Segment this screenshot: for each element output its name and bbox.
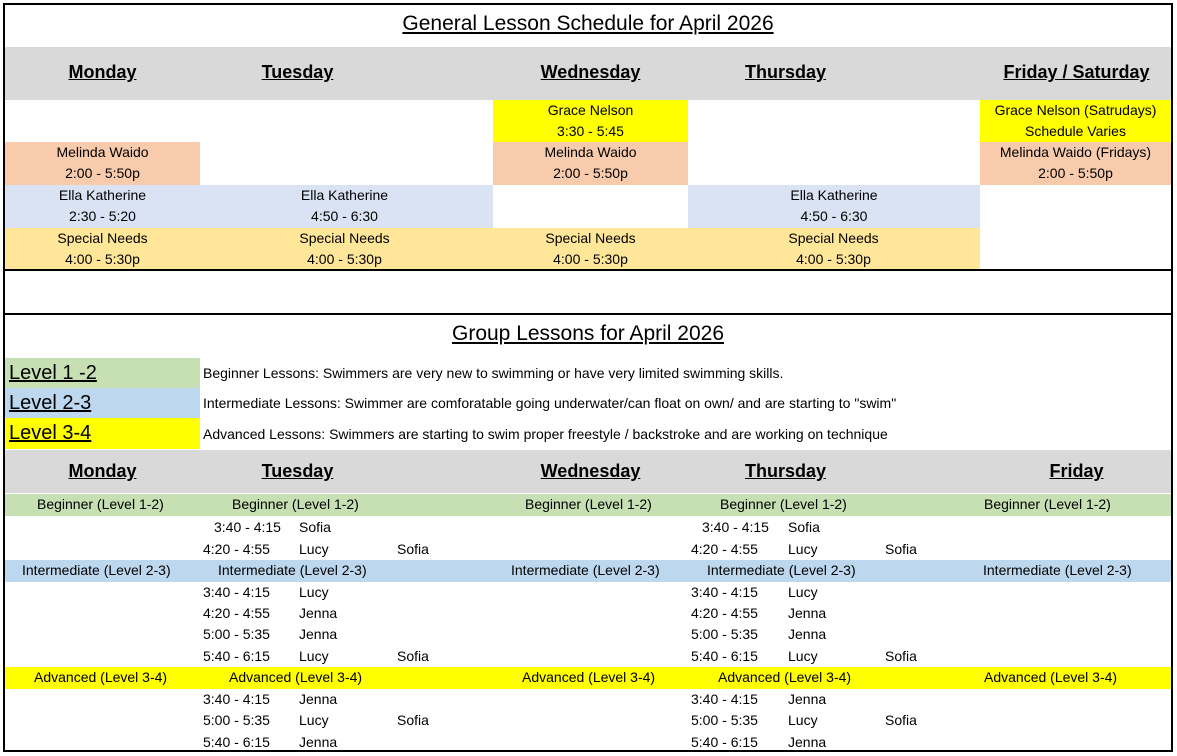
tue-int-1-time: 4:20 - 4:55 <box>203 605 270 621</box>
section-divider-2 <box>3 313 1173 315</box>
intermediate-monday: Intermediate (Level 2-3) <box>22 562 171 578</box>
advanced-friday: Advanced (Level 3-4) <box>984 669 1118 685</box>
special-wed-name: Special Needs <box>545 230 636 246</box>
thu-int-0-student: Lucy <box>788 584 818 600</box>
special-mon-time: 4:00 - 5:30p <box>65 251 140 267</box>
general-day-thursday: Thursday <box>744 62 827 82</box>
thu-adv-1-student2: Sofia <box>885 712 917 728</box>
grace-nelson-saturday <box>980 100 1171 142</box>
group-day-tuesday: Tuesday <box>261 461 334 481</box>
melinda-mon-time: 2:00 - 5:50p <box>65 165 140 181</box>
level-2-3-label: Level 2-3 <box>5 388 200 418</box>
tue-int-3-time: 5:40 - 6:15 <box>203 648 270 664</box>
tue-adv-0-time: 3:40 - 4:15 <box>203 691 270 707</box>
tue-int-3-student: Lucy <box>299 648 329 664</box>
beginner-tuesday: Beginner (Level 1-2) <box>232 496 359 512</box>
special-needs-wednesday <box>493 228 688 270</box>
tue-adv-1-time: 5:00 - 5:35 <box>203 712 270 728</box>
ella-thu-time: 4:50 - 6:30 <box>800 208 868 224</box>
level-1-2-description: Beginner Lessons: Swimmers are very new to swimming or have very limited swimming skills. <box>203 365 784 381</box>
ella-tue-name: Ella Katherine <box>300 187 389 203</box>
thu-int-2-student: Jenna <box>788 626 827 642</box>
thu-adv-1-student: Lucy <box>788 712 818 728</box>
beginner-friday: Beginner (Level 1-2) <box>984 496 1111 512</box>
thu-beg-1-student: Lucy <box>788 541 818 557</box>
intermediate-tuesday: Intermediate (Level 2-3) <box>218 562 367 578</box>
thu-adv-2-time: 5:40 - 6:15 <box>691 734 758 750</box>
tue-beg-0-time: 3:40 - 4:15 <box>214 519 281 535</box>
thu-int-3-student: Lucy <box>788 648 818 664</box>
general-schedule-title: General Lesson Schedule for April 2026 <box>402 12 774 35</box>
advanced-wednesday: Advanced (Level 3-4) <box>522 669 656 685</box>
special-wed-time: 4:00 - 5:30p <box>553 251 628 267</box>
thu-beg-1-student2: Sofia <box>885 541 917 557</box>
tue-int-1-student: Jenna <box>299 605 338 621</box>
tue-beg-1-time: 4:20 - 4:55 <box>203 541 270 557</box>
tue-adv-2-student: Jenna <box>299 734 338 750</box>
intermediate-thursday: Intermediate (Level 2-3) <box>707 562 856 578</box>
special-thu-name: Special Needs <box>788 230 879 246</box>
melinda-waido-wednesday <box>493 142 688 185</box>
thu-adv-0-time: 3:40 - 4:15 <box>691 691 758 707</box>
intermediate-friday: Intermediate (Level 2-3) <box>983 562 1132 578</box>
level-1-2-label: Level 1 -2 <box>5 358 200 388</box>
advanced-thursday: Advanced (Level 3-4) <box>718 669 852 685</box>
grace-nelson-wednesday <box>493 100 688 142</box>
general-day-friday-saturday: Friday / Saturday <box>1003 62 1150 82</box>
group-day-wednesday: Wednesday <box>540 461 641 481</box>
group-day-friday: Friday <box>1049 461 1104 481</box>
thu-int-3-student2: Sofia <box>885 648 917 664</box>
ella-katherine-monday <box>5 185 200 228</box>
thu-adv-2-student: Jenna <box>788 734 827 750</box>
group-lessons-title: Group Lessons for April 2026 <box>452 322 724 345</box>
grace-wed-name: Grace Nelson <box>547 102 634 118</box>
special-needs-thursday <box>736 228 931 270</box>
thu-int-1-time: 4:20 - 4:55 <box>691 605 758 621</box>
thu-int-2-time: 5:00 - 5:35 <box>691 626 758 642</box>
beginner-monday: Beginner (Level 1-2) <box>37 496 164 512</box>
ella-mon-name: Ella Katherine <box>58 187 147 203</box>
thu-adv-0-student: Jenna <box>788 691 827 707</box>
tue-beg-0-student: Sofia <box>299 519 331 535</box>
melinda-wed-time: 2:00 - 5:50p <box>553 165 628 181</box>
tue-beg-1-student2: Sofia <box>397 541 429 557</box>
tue-int-2-student: Jenna <box>299 626 338 642</box>
special-thu-time: 4:00 - 5:30p <box>796 251 871 267</box>
advanced-monday: Advanced (Level 3-4) <box>34 669 168 685</box>
intermediate-wednesday: Intermediate (Level 2-3) <box>511 562 660 578</box>
group-day-thursday: Thursday <box>744 461 827 481</box>
tue-adv-1-student2: Sofia <box>397 712 429 728</box>
special-mon-name: Special Needs <box>57 230 148 246</box>
ella-katherine-thursday <box>688 185 980 228</box>
grace-wed-time: 3:30 - 5:45 <box>557 123 624 139</box>
melinda-waido-monday <box>5 142 200 185</box>
thu-int-0-time: 3:40 - 4:15 <box>691 584 758 600</box>
melinda-fri-time: 2:00 - 5:50p <box>1038 165 1113 181</box>
thu-adv-1-time: 5:00 - 5:35 <box>691 712 758 728</box>
special-needs-monday <box>5 228 200 270</box>
thu-int-3-time: 5:40 - 6:15 <box>691 648 758 664</box>
tue-int-3-student2: Sofia <box>397 648 429 664</box>
ella-katherine-tuesday <box>247 185 442 228</box>
beginner-wednesday: Beginner (Level 1-2) <box>525 496 652 512</box>
tue-beg-1-student: Lucy <box>299 541 329 557</box>
thu-beg-1-time: 4:20 - 4:55 <box>691 541 758 557</box>
tue-int-0-time: 3:40 - 4:15 <box>203 584 270 600</box>
tue-int-2-time: 5:00 - 5:35 <box>203 626 270 642</box>
tue-adv-2-time: 5:40 - 6:15 <box>203 734 270 750</box>
ella-tue-time: 4:50 - 6:30 <box>311 208 378 224</box>
section-divider-1 <box>3 269 1173 271</box>
special-needs-tuesday <box>247 228 442 270</box>
group-day-monday: Monday <box>68 461 137 481</box>
beginner-thursday: Beginner (Level 1-2) <box>720 496 847 512</box>
level-3-4-description: Advanced Lessons: Swimmers are starting to swim proper freestyle / backstroke and are working on technique <box>203 426 888 442</box>
ella-mon-time: 2:30 - 5:20 <box>69 208 136 224</box>
tue-int-0-student: Lucy <box>299 584 329 600</box>
level-2-3-description: Intermediate Lessons: Swimmer are comforatable going underwater/can float on own/ and are starting to "swim" <box>203 395 897 411</box>
melinda-fri-name: Melinda Waido (Fridays) <box>999 144 1152 160</box>
grace-fri-name: Grace Nelson (Satrudays) <box>994 102 1157 118</box>
melinda-mon-name: Melinda Waido <box>56 144 149 160</box>
general-day-tuesday: Tuesday <box>261 62 334 82</box>
thu-int-1-student: Jenna <box>788 605 827 621</box>
level-3-4-label: Level 3-4 <box>5 418 200 449</box>
tue-adv-0-student: Jenna <box>299 691 338 707</box>
tue-adv-1-student: Lucy <box>299 712 329 728</box>
advanced-tuesday: Advanced (Level 3-4) <box>229 669 363 685</box>
ella-thu-name: Ella Katherine <box>790 187 878 203</box>
general-day-wednesday: Wednesday <box>540 62 641 82</box>
melinda-wed-name: Melinda Waido <box>544 144 637 160</box>
thu-beg-0-student: Sofia <box>788 519 820 535</box>
special-tue-name: Special Needs <box>299 230 390 246</box>
special-tue-time: 4:00 - 5:30p <box>307 251 382 267</box>
thu-beg-0-time: 3:40 - 4:15 <box>702 519 769 535</box>
grace-fri-time: Schedule Varies <box>1025 123 1126 139</box>
general-day-monday: Monday <box>68 62 137 82</box>
melinda-waido-friday <box>980 142 1171 185</box>
